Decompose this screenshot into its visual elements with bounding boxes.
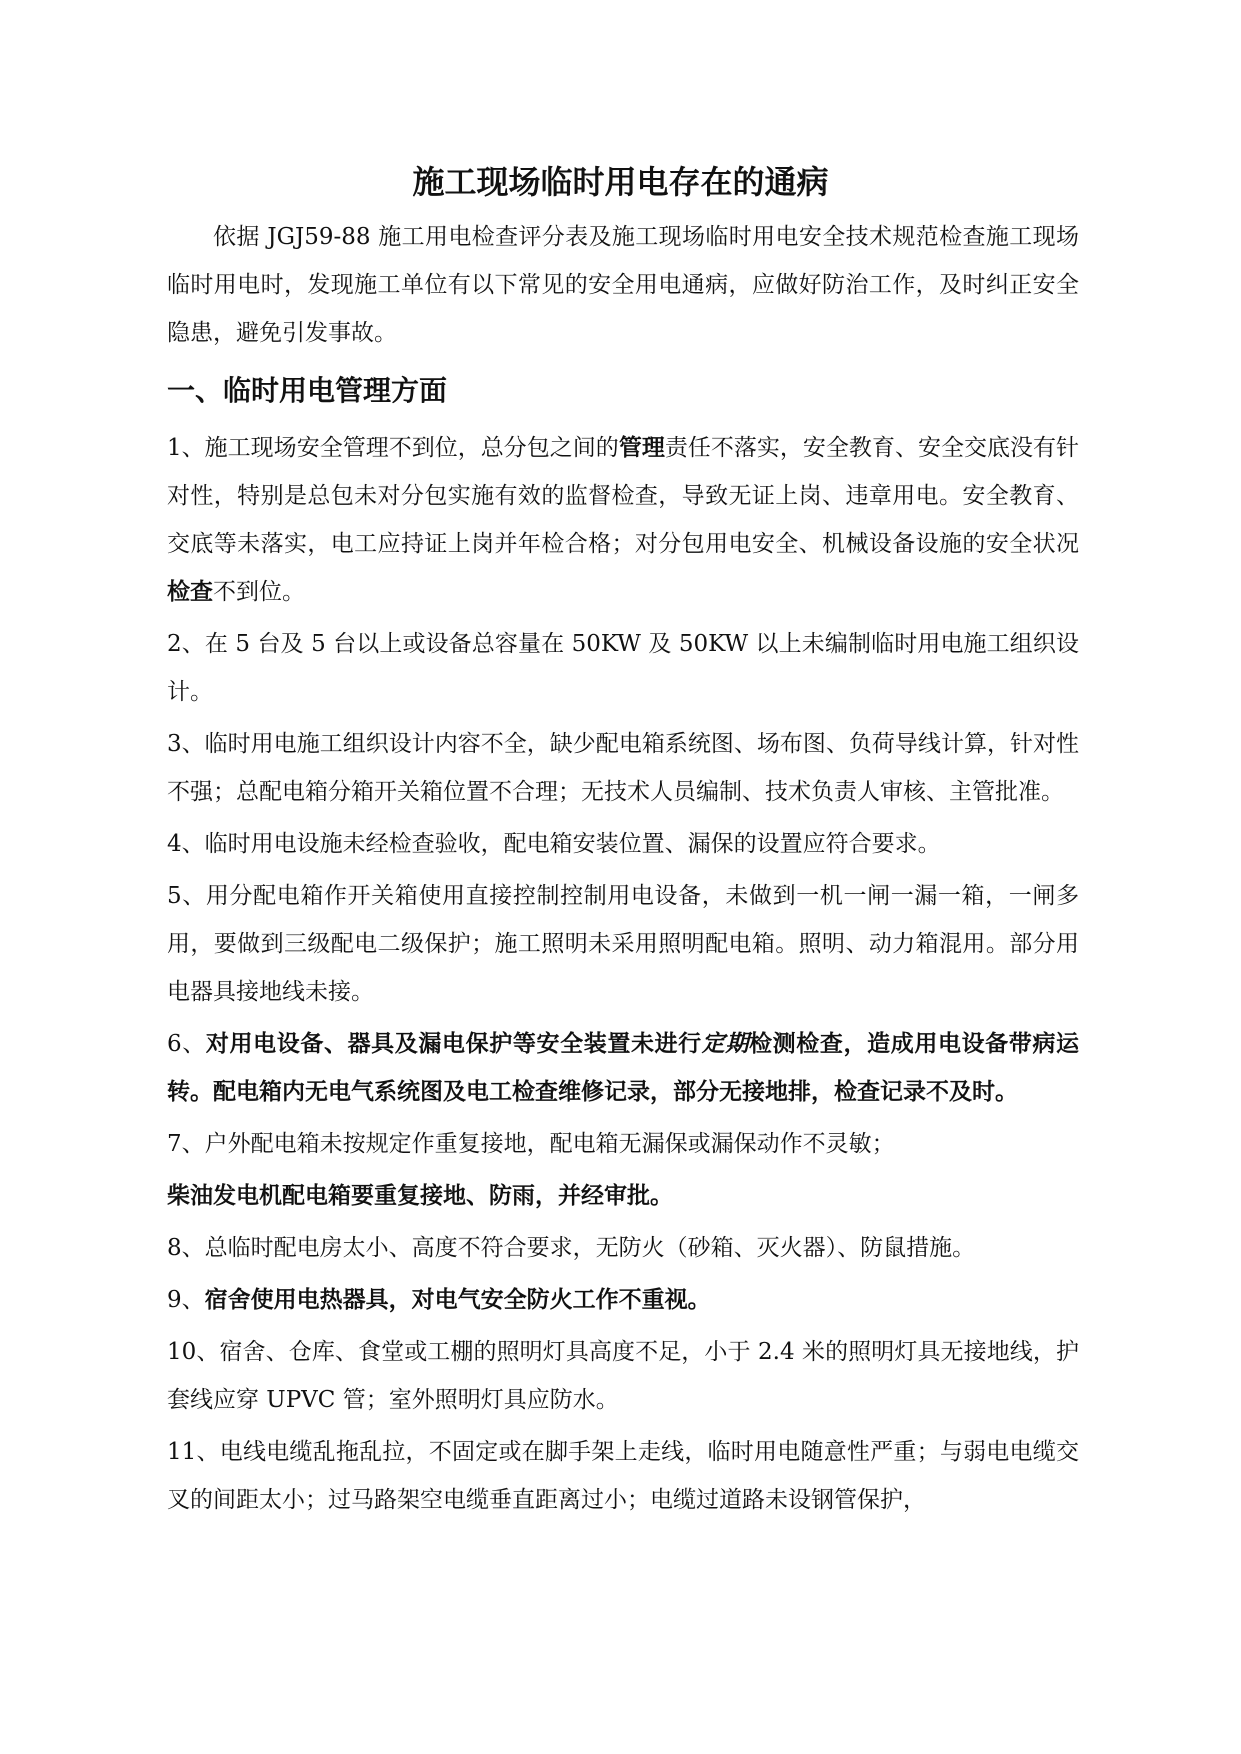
item-1-text-c: 不到位。	[213, 579, 305, 605]
item-6-italic: 定期	[701, 1030, 750, 1057]
item-1-text-a: 1、施工现场安全管理不到位，总分包之间的	[167, 435, 619, 461]
item-1-bold-a: 管理	[618, 434, 665, 461]
section-heading: 一、临时用电管理方面	[167, 374, 448, 407]
list-item-7: 7、户外配电箱未按规定作重复接地，配电箱无漏保或漏保动作不灵敏；	[167, 1131, 895, 1157]
item-1-bold-b: 检查	[167, 578, 213, 605]
list-item-1	[167, 424, 1079, 616]
list-item-9	[167, 1276, 1079, 1324]
intro-paragraph: 依据 JGJ59-88 施工用电检查评分表及施工现场临时用电安全技术规范检查施工现场临时用电时，发现施工单位有以下常见的安全用电通病，应做好防治工作，及时纠正安全隐患，避免引发事故。	[167, 224, 1079, 346]
list-item-7-bold-line: 柴油发电机配电箱要重复接地、防雨，并经审批。	[167, 1182, 673, 1209]
item-list	[167, 424, 1079, 1528]
list-item-4: 4、临时用电设施未经检查验收，配电箱安装位置、漏保的设置应符合要求。	[167, 831, 941, 857]
list-item-6	[167, 1020, 1079, 1116]
item-6-bold-b: 检测检查，造成用电设备带病运转。配电箱内无电气系统图及电工检查维修记录，部分无接地排，检查记录不及时。	[167, 1030, 1080, 1105]
item-1-text-b: 责任不落实，安全教育、安全交底没有针对性，特别是总包未对分包实施有效的监督检查，导致无证上岗、违章用电。安全教育、交底等未落实，电工应持证上岗并年检合格；对分包用电安全、机械设备设施的安全状况	[167, 435, 1080, 557]
list-item-2: 2、在 5 台及 5 台以上或设备总容量在 50KW 及 50KW 以上未编制临时用电施工组织设计。	[167, 631, 1079, 705]
list-item-3: 3、临时用电施工组织设计内容不全，缺少配电箱系统图、场布图、负荷导线计算，针对性不强；总配电箱分箱开关箱位置不合理；无技术人员编制、技术负责人审核、主管批准。	[167, 731, 1079, 805]
item-9-number: 9、	[167, 1287, 205, 1313]
list-item-10: 10、宿舍、仓库、食堂或工棚的照明灯具高度不足，小于 2.4 米的照明灯具无接地线，护套线应穿 UPVC 管；室外照明灯具应防水。	[167, 1339, 1079, 1413]
list-item-8: 8、总临时配电房太小、高度不符合要求，无防火（砂箱、灭火器）、防鼠措施。	[167, 1235, 976, 1261]
item-6-bold-a: 对用电设备、器具及漏电保护等安全装置未进行	[205, 1030, 702, 1057]
list-item-11: 11、电线电缆乱拖乱拉，不固定或在脚手架上走线，临时用电随意性严重；与弱电电缆交叉的间距太小；过马路架空电缆垂直距离过小；电缆过道路未设钢管保护，	[167, 1439, 1079, 1513]
item-6-number: 6、	[167, 1031, 206, 1057]
document-title: 施工现场临时用电存在的通病	[412, 163, 829, 201]
list-item-5: 5、用分配电箱作开关箱使用直接控制控制用电设备，未做到一机一闸一漏一箱，一闸多用，要做到三级配电二级保护；施工照明未采用照明配电箱。照明、动力箱混用。部分用电器具接地线未接。	[167, 883, 1079, 1005]
item-9-bold: 宿舍使用电热器具，对电气安全防火工作不重视。	[204, 1286, 711, 1313]
